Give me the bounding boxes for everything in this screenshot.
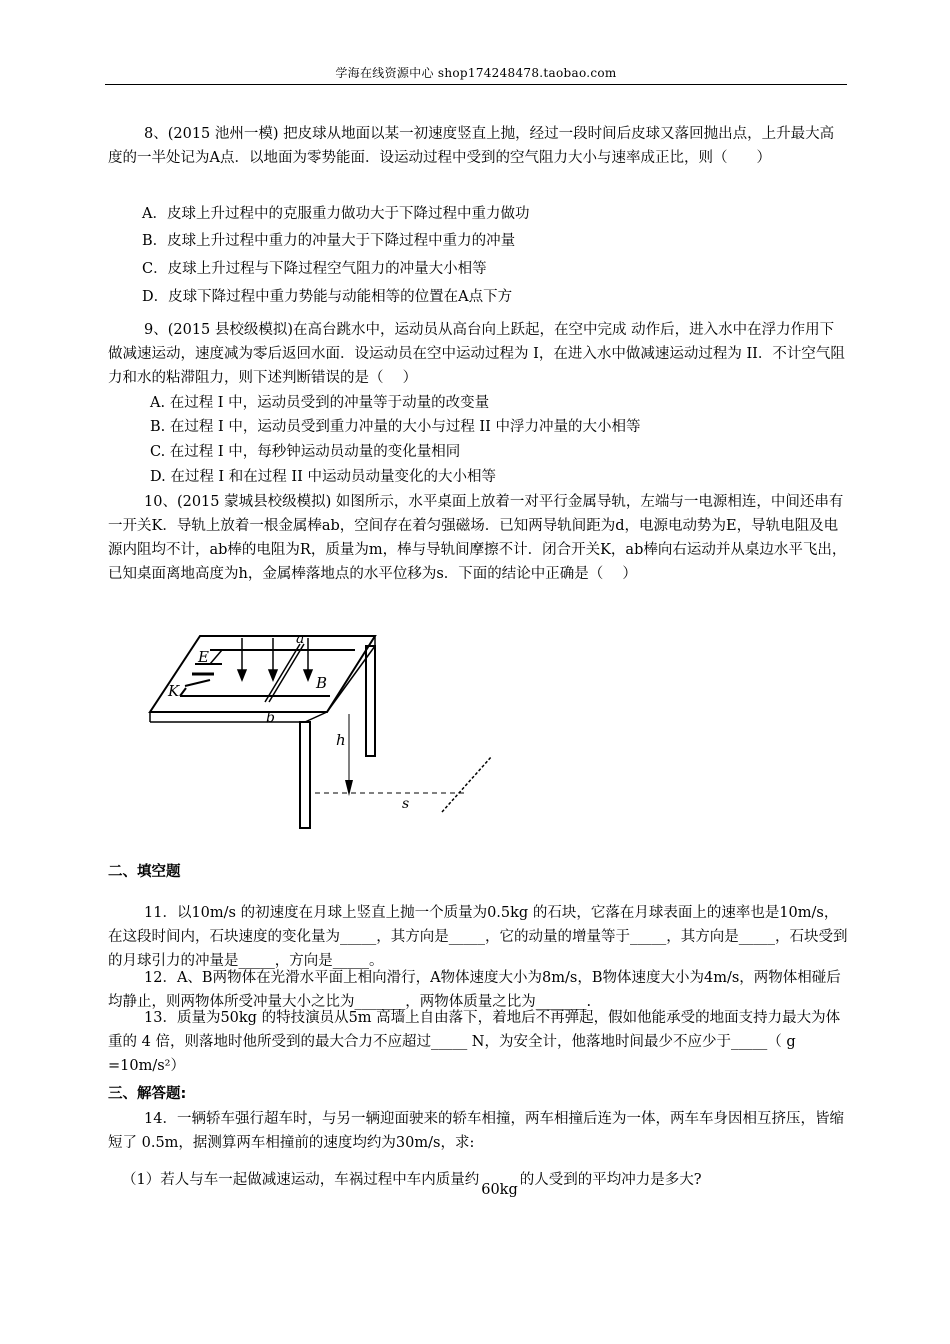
q12-text: 12．A、B两物体在光滑水平面上相向滑行，A物体速度大小为8m/s，B物体速度大小为4m/s，两物体相碰后均静止，则两物体所受冲量大小之比为_______，两物体质量之比为_______.	[108, 970, 841, 1010]
q8-option-b: B．皮球上升过程中重力的冲量大于下降过程中重力的冲量	[142, 233, 516, 249]
label-b: b	[266, 710, 275, 726]
q13-text: 13．质量为50kg 的特技演员从5m 高墙上自由落下，着地后不再弹起，假如他能承受的地面支持力最大为体重的 4 倍，则落地时他所受到的最大合力不应超过_____ N，为安全计，他落地时间最少不应少于_____（ g =10m/s²）	[108, 1010, 841, 1074]
q9-option-a: A. 在过程 I 中，运动员受到的冲量等于动量的改变量	[150, 395, 490, 411]
q9-option-c: C. 在过程 I 中，每秒钟运动员动量的变化量相同	[150, 444, 461, 460]
q9-stem: 9、(2015 县校级模拟)在高台跳水中，运动员从高台向上跃起，在空中完成 动作后，进入水中在浮力作用下做减速运动，速度减为零后返回水面．设运动员在空中运动过程为 I，在进入水中做减速运动过程为 II．不计空气阻力和水的粘滞阻力，则下述判断错误的是（ ）	[108, 322, 845, 386]
q9-option-d: D. 在过程 I 和在过程 II 中运动员动量变化的大小相等	[150, 469, 496, 485]
label-k: K	[168, 682, 180, 700]
section-fill-blank-heading: 二、填空题	[108, 864, 181, 880]
label-s: s	[402, 796, 410, 812]
rail-table-diagram	[140, 630, 510, 835]
q8-option-c: C．皮球上升过程与下降过程空气阻力的冲量大小相等	[142, 261, 487, 277]
q8-option-d: D．皮球下降过程中重力势能与动能相等的位置在A点下方	[142, 289, 513, 305]
section-answer-heading: 三、解答题:	[108, 1086, 187, 1102]
header-divider	[105, 84, 847, 85]
q14-sub1-pre: （1）若人与车一起做减速运动，车祸过程中车内质量约	[122, 1172, 480, 1188]
q14-sub1-post: 的人受到的平均冲力是多大?	[519, 1172, 702, 1188]
page-header: 学海在线资源中心 shop174248478.taobao.com	[335, 66, 617, 80]
q14-sub1	[122, 1168, 702, 1198]
label-b-field: B	[316, 674, 328, 692]
q8-option-a: A．皮球上升过程中的克服重力做功大于下降过程中重力做功	[142, 206, 530, 222]
q10-stem: 10、(2015 蒙城县校级模拟) 如图所示，水平桌面上放着一对平行金属导轨，左端与一电源相连，中间还串有一开关K．导轨上放着一根金属棒ab，空间存在着匀强磁场．已知两导轨间距为d，电源电动势为E，导轨电阻及电源内阻均不计，ab棒的电阻为R，质量为m，棒与导轨间摩擦不计．闭合开关K，ab棒向右运动并从桌边水平飞出，已知桌面离地高度为h，金属棒落地点的水平位移为s．下面的结论中正确是（ ）	[108, 494, 847, 582]
q14-stem: 14．一辆轿车强行超车时，与另一辆迎面驶来的轿车相撞，两车相撞后连为一体，两车车身因相互挤压，皆缩短了 0.5m，据测算两车相撞前的速度均约为30m/s，求:	[108, 1111, 844, 1151]
q8-stem: 8、(2015 池州一模) 把皮球从地面以某一初速度竖直上抛，经过一段时间后皮球又落回抛出点，上升最大高度的一半处记为A点．以地面为零势能面．设运动过程中受到的空气阻力大小与速率成正比，则（ ）	[108, 126, 835, 166]
q11-text: 11．以10m/s 的初速度在月球上竖直上抛一个质量为0.5kg 的石块，它落在月球表面上的速率也是10m/s，在这段时间内，石块速度的变化量为_____，其方向是_____，它的动量的增量等于_____，其方向是_____，石块受到的月球引力的冲量是_____，方向是_____。	[108, 905, 848, 969]
label-a: a	[296, 631, 305, 647]
q14-sub1-value: 60kg	[481, 1182, 518, 1198]
label-e: E	[198, 648, 209, 666]
label-h: h	[336, 731, 346, 749]
q9-option-b: B. 在过程 I 中，运动员受到重力冲量的大小与过程 II 中浮力冲量的大小相等	[150, 419, 641, 435]
